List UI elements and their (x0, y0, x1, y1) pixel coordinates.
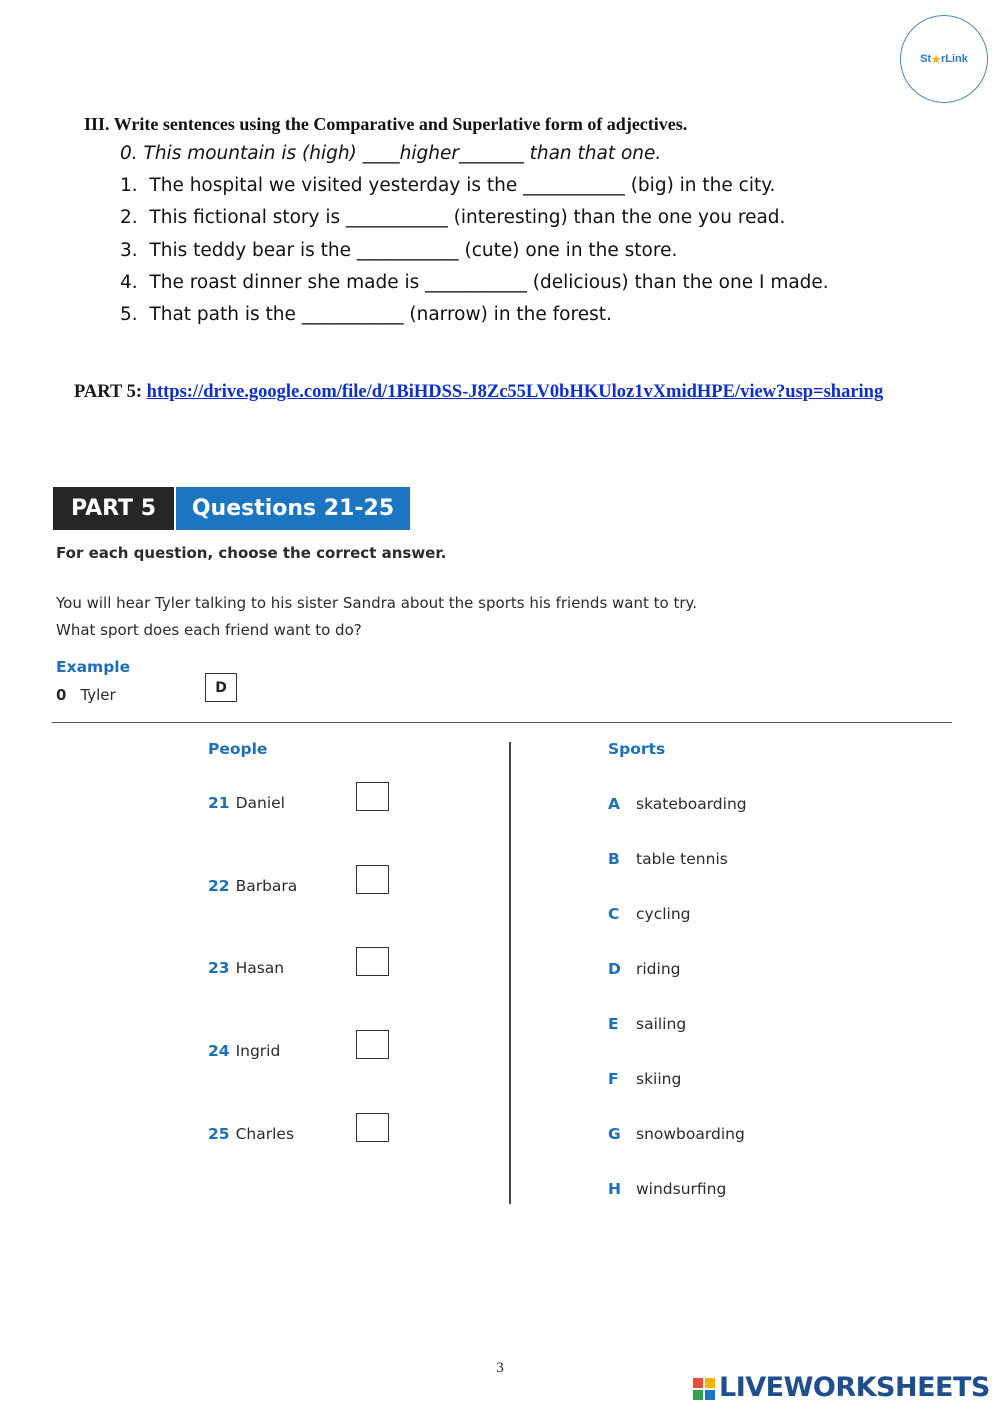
answer-box-22[interactable] (356, 865, 389, 894)
example-answer-box: D (205, 673, 237, 702)
sport-option (608, 960, 681, 978)
instruction-text: For each question, choose the correct answer. (56, 544, 447, 562)
liveworksheets-brand: LIVEWORKSHEETS (719, 1372, 990, 1403)
section-divider (52, 722, 952, 723)
sport-letter: D (608, 960, 621, 978)
sport-name: skateboarding (636, 795, 747, 813)
sport-letter: C (608, 905, 620, 923)
sport-letter: F (608, 1070, 619, 1088)
person-number: 21 (208, 794, 230, 812)
person-number: 22 (208, 877, 230, 895)
sport-name: sailing (636, 1015, 687, 1033)
sports-heading: Sports (608, 740, 666, 758)
person-item (208, 959, 284, 977)
person-item (208, 877, 297, 895)
example-name: Tyler (80, 686, 116, 704)
answer-box-23[interactable] (356, 947, 389, 976)
person-name: Charles (235, 1125, 295, 1143)
exercise-line-1: 1. The hospital we visited yesterday is the ___________ (big) in the city. (120, 175, 776, 196)
sport-letter: B (608, 850, 620, 868)
sport-option (608, 1180, 726, 1198)
answer-box-21[interactable] (356, 782, 389, 811)
people-heading: People (208, 740, 268, 758)
sport-option (608, 1125, 745, 1143)
person-item (208, 794, 285, 812)
person-number: 23 (208, 959, 230, 977)
exercise-title: III. Write sentences using the Comparative and Superlative form of adjectives. (84, 114, 688, 134)
person-number: 24 (208, 1042, 230, 1060)
sport-option (608, 1070, 681, 1088)
part-heading: PART 5 (53, 487, 174, 530)
example-number: 0 (56, 686, 67, 704)
questions-heading: Questions 21-25 (176, 487, 410, 530)
person-name: Hasan (235, 959, 285, 977)
person-name: Ingrid (235, 1042, 281, 1060)
context-line-2: What sport does each friend want to do? (56, 621, 362, 639)
exercise-example-line: 0. This mountain is (high) ____higher_______ than that one. (120, 143, 662, 164)
sport-name: cycling (636, 905, 691, 923)
part5-label: PART 5: (74, 382, 147, 402)
context-line-1: You will hear Tyler talking to his sister Sandra about the sports his friends want to try. (56, 594, 698, 612)
person-item (208, 1042, 280, 1060)
part5-link-line (74, 382, 883, 403)
exercise-line-4: 4. The roast dinner she made is ___________ (delicious) than the one I made. (120, 272, 829, 293)
sport-name: snowboarding (636, 1125, 745, 1143)
sport-option (608, 795, 747, 813)
logo-text-end: rLink (940, 53, 968, 65)
sport-name: windsurfing (636, 1180, 727, 1198)
example-label: Example (56, 658, 131, 676)
answer-box-25[interactable] (356, 1113, 389, 1142)
person-name: Daniel (235, 794, 285, 812)
exercise-line-2: 2. This fictional story is ___________ (interesting) than the one you read. (120, 207, 786, 228)
sport-option (608, 850, 728, 868)
sport-letter: A (608, 795, 620, 813)
logo-star-icon: ★ (931, 53, 941, 66)
logo-text-start: St (920, 53, 932, 65)
page-number: 3 (496, 1360, 504, 1376)
person-name: Barbara (235, 877, 298, 895)
example-row (56, 686, 116, 704)
sport-letter: H (608, 1180, 621, 1198)
part5-drive-link[interactable]: https://drive.google.com/file/d/1BiHDSS-J8Zc55LV0bHKUloz1vXmidHPE/view?usp=sharing (146, 382, 884, 402)
sport-name: riding (636, 960, 681, 978)
person-number: 25 (208, 1125, 230, 1143)
exercise-line-3: 3. This teddy bear is the ___________ (cute) one in the store. (120, 240, 678, 261)
person-item (208, 1125, 294, 1143)
sport-letter: E (608, 1015, 619, 1033)
sport-name: skiing (636, 1070, 682, 1088)
sport-name: table tennis (636, 850, 728, 868)
liveworksheets-logo-icon (693, 1378, 715, 1400)
answer-box-24[interactable] (356, 1030, 389, 1059)
sport-option (608, 905, 691, 923)
exercise-line-5: 5. That path is the ___________ (narrow) in the forest. (120, 304, 612, 325)
column-divider (509, 742, 511, 1204)
sport-letter: G (608, 1125, 621, 1143)
starlink-logo (900, 15, 988, 103)
sport-option (608, 1015, 686, 1033)
